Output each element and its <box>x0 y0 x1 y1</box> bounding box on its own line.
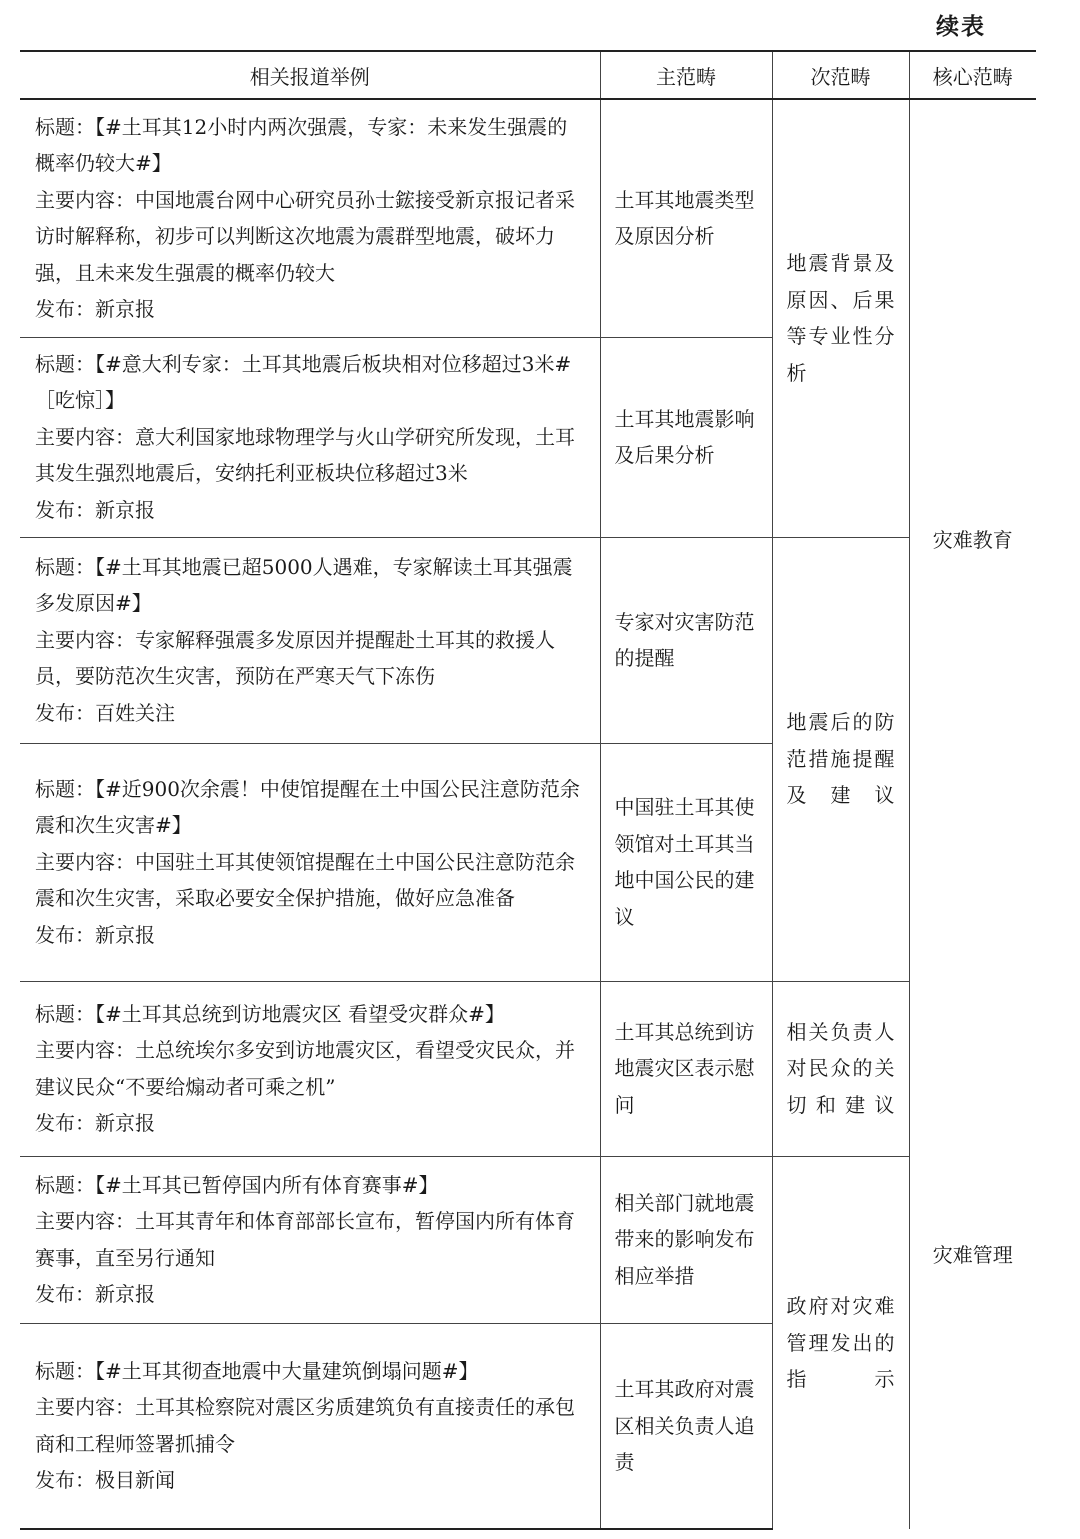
report-example-cell <box>20 743 600 981</box>
report-source: 发布：新京报 <box>35 1111 155 1135</box>
report-source: 发布：新京报 <box>35 297 155 322</box>
sub-category-text: 相关负责人对民众的关切和建议 <box>786 1019 895 1117</box>
report-example-cell <box>20 981 600 1156</box>
report-source: 发布：新京报 <box>35 1282 155 1306</box>
sub-category-text: 地震背景及原因、后果等专业性分析 <box>786 251 895 385</box>
core-category-cell: 灾难管理 <box>909 981 1036 1529</box>
report-content: 主要内容：中国驻土耳其使领馆提醒在土中国公民注意防范余震和次生灾害，采取必要安全保护措施，做好应急准备 <box>35 849 575 911</box>
report-title: 标题：【#土耳其已暂停国内所有体育赛事#】 <box>35 1172 439 1197</box>
main-category-cell: 土耳其地震类型及原因分析 <box>600 99 772 337</box>
report-example-cell <box>20 99 600 337</box>
report-title: 标题：【#土耳其总统到访地震灾区 看望受灾群众#】 <box>35 1001 505 1026</box>
report-content: 主要内容：土耳其检察院对震区劣质建筑负有直接责任的承包商和工程师签署抓捕令 <box>35 1395 575 1456</box>
header-sub-category: 次范畴 <box>772 51 909 99</box>
main-category-cell: 土耳其地震影响及后果分析 <box>600 337 772 537</box>
report-example-cell <box>20 1156 600 1323</box>
sub-category-cell <box>772 1156 909 1529</box>
report-title: 标题：【#土耳其12小时内两次强震，专家：未来发生强震的概率仍较大#】 <box>35 114 568 176</box>
sub-category-cell <box>772 99 909 537</box>
main-category-cell: 土耳其政府对震区相关负责人追责 <box>600 1323 772 1529</box>
sub-category-text: 地震后的防范措施提醒及建议 <box>786 710 895 808</box>
table-row <box>20 537 1036 743</box>
report-example-cell <box>20 537 600 743</box>
sub-category-cell <box>772 981 909 1156</box>
report-content: 主要内容：中国地震台网中心研究员孙士鋐接受新京报记者采访时解释称，初步可以判断这次地震为震群型地震，破坏力强，且未来发生强震的概率仍较大 <box>35 187 575 285</box>
table-row <box>20 1156 1036 1323</box>
report-example-cell <box>20 337 600 537</box>
header-report-examples: 相关报道举例 <box>20 51 600 99</box>
report-content: 主要内容：土耳其青年和体育部部长宣布，暂停国内所有体育赛事，直至另行通知 <box>35 1209 575 1270</box>
table-row <box>20 981 1036 1156</box>
report-title: 标题：【#土耳其地震已超5000人遇难，专家解读土耳其强震多发原因#】 <box>35 554 573 616</box>
main-category-cell: 相关部门就地震带来的影响发布相应举措 <box>600 1156 772 1323</box>
continued-table-label: 续表 <box>936 14 986 40</box>
main-category-cell: 专家对灾害防范的提醒 <box>600 537 772 743</box>
report-content: 主要内容：土总统埃尔多安到访地震灾区，看望受灾民众，并建议民众“不要给煽动者可乘之机” <box>35 1038 575 1099</box>
main-category-cell: 土耳其总统到访地震灾区表示慰问 <box>600 981 772 1156</box>
report-title: 标题：【#意大利专家：土耳其地震后板块相对位移超过3米#［吃惊］】 <box>35 351 572 413</box>
core-category-cell: 灾难教育 <box>909 99 1036 981</box>
header-core-category: 核心范畴 <box>909 51 1036 99</box>
report-title: 标题：【#近900次余震！中使馆提醒在土中国公民注意防范余震和次生灾害#】 <box>35 776 580 838</box>
table-header-row <box>20 51 1036 99</box>
report-source: 发布：新京报 <box>35 922 155 947</box>
table-row <box>20 99 1036 337</box>
report-content: 主要内容：专家解释强震多发原因并提醒赴土耳其的救援人员，要防范次生灾害，预防在严寒天气下冻伤 <box>35 627 555 689</box>
report-source: 发布：百姓关注 <box>35 700 175 725</box>
header-main-category: 主范畴 <box>600 51 772 99</box>
main-category-cell: 中国驻土耳其使领馆对土耳其当地中国公民的建议 <box>600 743 772 981</box>
report-source: 发布：新京报 <box>35 497 155 522</box>
categories-table <box>20 50 1036 1530</box>
sub-category-text: 政府对灾难管理发出的指示 <box>786 1294 895 1391</box>
report-source: 发布：极目新闻 <box>35 1468 175 1493</box>
sub-category-cell <box>772 537 909 981</box>
report-title: 标题：【#土耳其彻查地震中大量建筑倒塌问题#】 <box>35 1358 479 1383</box>
report-content: 主要内容：意大利国家地球物理学与火山学研究所发现，土耳其发生强烈地震后，安纳托利亚板块位移超过3米 <box>35 424 575 486</box>
report-example-cell <box>20 1323 600 1529</box>
